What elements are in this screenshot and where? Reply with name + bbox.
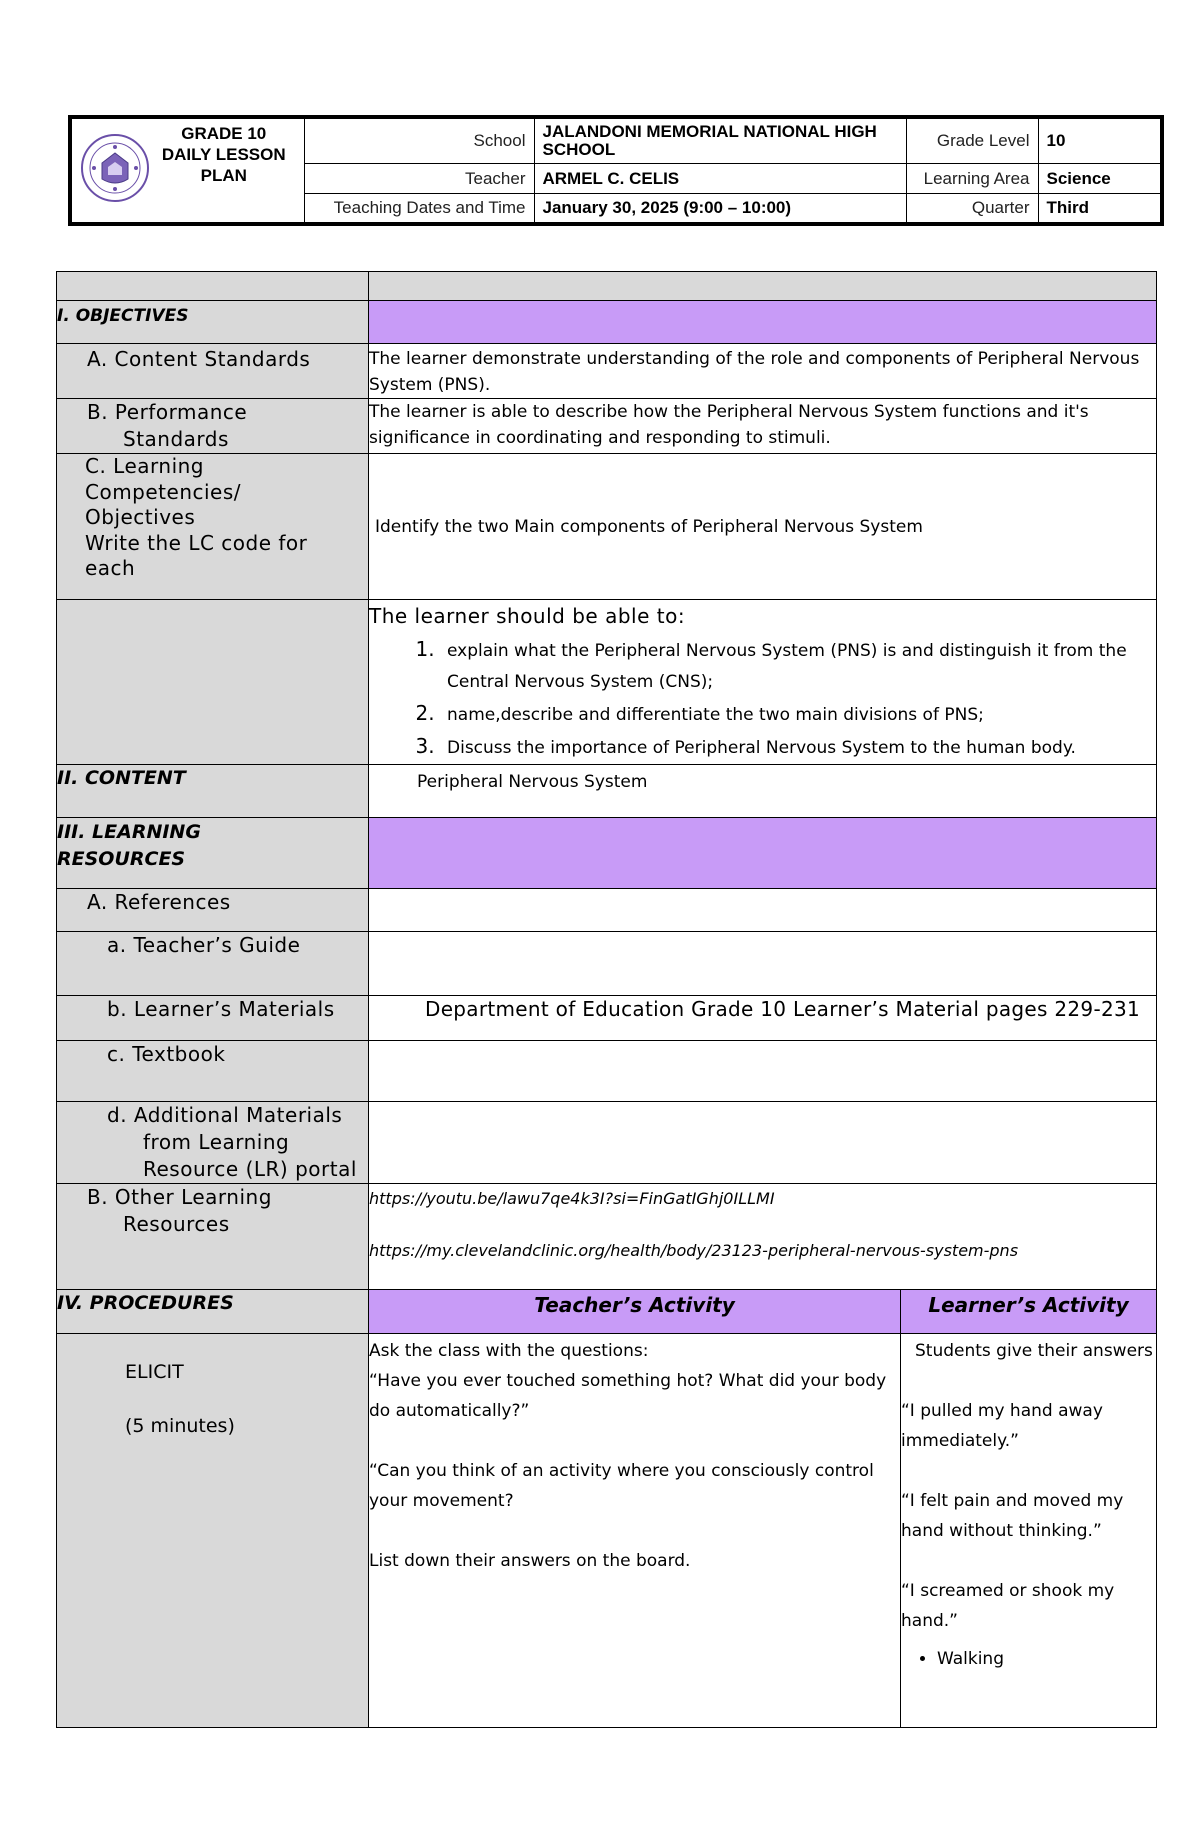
- content-value: Peripheral Nervous System: [417, 772, 648, 792]
- teachers-guide-label-cell: [57, 932, 369, 996]
- learner-activity-text: Students give their answers “I pulled my hand away immediately.” “I felt pain and moved my hand without thinking.” “I screamed or shook my hand.” • Walking: [901, 1334, 1156, 1674]
- performance-standards-cell: [369, 399, 1157, 454]
- performance-standards-label-cell: [57, 399, 369, 454]
- content-standards-cell: [369, 344, 1157, 399]
- clevelandclinic-link[interactable]: https://my.clevelandclinic.org/health/body/23123-peripheral-nervous-system-pns: [369, 1241, 1019, 1260]
- textbook-label: c. Textbook: [107, 1042, 226, 1066]
- resources-heading-cell: [57, 818, 369, 889]
- specific-objectives-intro: The learner should be able to:: [369, 604, 686, 628]
- list-item: 1. explain what the Peripheral Nervous System (PNS) is and distinguish it from the Central Nervous System (CNS);: [441, 634, 1156, 698]
- school-label: School: [304, 117, 534, 163]
- learners-materials-value: Department of Education Grade 10 Learner’s Material pages 229-231: [425, 997, 1141, 1021]
- additional-materials-value-cell: [369, 1102, 1157, 1184]
- other-resources-label-cell: [57, 1184, 369, 1290]
- additional-materials-label: d. Additional Materials from Learning Resource (LR) portal: [107, 1103, 357, 1181]
- learner-bullet-list: [901, 1644, 1156, 1674]
- teacher-value: ARMEL C. CELIS: [534, 163, 906, 193]
- quarter-value: Third: [1038, 194, 1162, 224]
- list-item: 2. name,describe and differentiate the two main divisions of PNS;: [441, 698, 1156, 731]
- other-resources-cell: [369, 1184, 1157, 1290]
- content-standards-label: A. Content Standards: [87, 347, 311, 371]
- lesson-plan-table: [56, 271, 1157, 1728]
- content-heading-cell: [57, 765, 369, 818]
- teacher-activity-header: Teacher’s Activity: [534, 1293, 735, 1317]
- teacher-activity-text: Ask the class with the questions: “Have you ever touched something hot? What did your body do automatically?” “Can you think of an activity where you consciously control your movement? List down their answers on the board.: [369, 1341, 887, 1571]
- specific-objectives-cell: [369, 600, 1157, 765]
- quarter-label: Quarter: [906, 194, 1038, 224]
- dates-value: January 30, 2025 (9:00 – 10:00): [534, 194, 906, 224]
- table-top-spacer-left: [57, 272, 369, 301]
- other-resources-label: B. Other Learning Resources: [87, 1185, 272, 1236]
- resources-heading: III. LEARNING RESOURCES: [57, 821, 201, 870]
- learning-area-label: Learning Area: [906, 163, 1038, 193]
- logo-title-cell: [70, 117, 304, 224]
- content-heading: II. CONTENT: [57, 767, 186, 789]
- performance-standards-label: B. Performance Standards: [87, 400, 248, 451]
- procedures-heading-cell: [57, 1290, 369, 1334]
- list-item: 3. Discuss the importance of Peripheral Nervous System to the human body.: [441, 731, 1156, 764]
- textbook-value-cell: [369, 1041, 1157, 1102]
- youtube-link[interactable]: https://youtu.be/lawu7qe4k3I?si=FinGatIGhj0ILLMI: [369, 1189, 775, 1208]
- objectives-heading: I. OBJECTIVES: [57, 306, 189, 326]
- learner-activity-cell: [901, 1334, 1157, 1728]
- learners-materials-value-cell: [369, 996, 1157, 1041]
- lc-value-cell: [369, 454, 1157, 600]
- references-label: A. References: [87, 890, 231, 914]
- objectives-heading-cell: [57, 301, 369, 344]
- deped-seal-logo: [80, 133, 150, 203]
- school-value: JALANDONI MEMORIAL NATIONAL HIGH SCHOOL: [534, 117, 906, 163]
- elicit-label-cell: [57, 1334, 369, 1728]
- lc-value: Identify the two Main components of Peripheral Nervous System: [375, 516, 923, 537]
- content-standards-value: The learner demonstrate understanding of the role and components of Peripheral Nervous System (PNS).: [369, 349, 1140, 395]
- teachers-guide-label: a. Teacher’s Guide: [107, 933, 301, 957]
- specific-objectives-label-cell: [57, 600, 369, 765]
- resources-band: [369, 818, 1157, 889]
- objectives-band: [369, 301, 1157, 344]
- learning-area-value: Science: [1038, 163, 1162, 193]
- textbook-label-cell: [57, 1041, 369, 1102]
- lc-label-cell: [57, 454, 369, 600]
- teachers-guide-value-cell: [369, 932, 1157, 996]
- elicit-label: ELICIT (5 minutes): [125, 1361, 235, 1437]
- content-value-cell: [369, 765, 1157, 818]
- performance-standards-value: The learner is able to describe how the Peripheral Nervous System functions and it's significance in coordinating and responding to stimuli.: [369, 402, 1089, 448]
- learners-materials-label: b. Learner’s Materials: [107, 997, 335, 1021]
- table-top-spacer-right: [369, 272, 1157, 301]
- dates-label: Teaching Dates and Time: [304, 194, 534, 224]
- list-item: • Walking: [937, 1644, 1156, 1674]
- teacher-activity-header-cell: [369, 1290, 901, 1334]
- grade-level-value: 10: [1038, 117, 1162, 163]
- header-table: [68, 115, 1164, 226]
- teacher-activity-cell: [369, 1334, 901, 1728]
- additional-materials-label-cell: [57, 1102, 369, 1184]
- learner-activity-header: Learner’s Activity: [928, 1293, 1129, 1317]
- references-value-cell: [369, 889, 1157, 932]
- procedures-heading: IV. PROCEDURES: [57, 1292, 234, 1314]
- learner-activity-header-cell: [901, 1290, 1157, 1334]
- lc-label: C. Learning Competencies/ Objectives Write the LC code for each: [85, 454, 308, 580]
- learners-materials-label-cell: [57, 996, 369, 1041]
- lesson-plan-title: GRADE 10 DAILY LESSON PLAN: [161, 124, 286, 185]
- references-label-cell: [57, 889, 369, 932]
- specific-objectives-list: [369, 634, 1156, 764]
- content-standards-label-cell: [57, 344, 369, 399]
- teacher-label: Teacher: [304, 163, 534, 193]
- grade-level-label: Grade Level: [906, 117, 1038, 163]
